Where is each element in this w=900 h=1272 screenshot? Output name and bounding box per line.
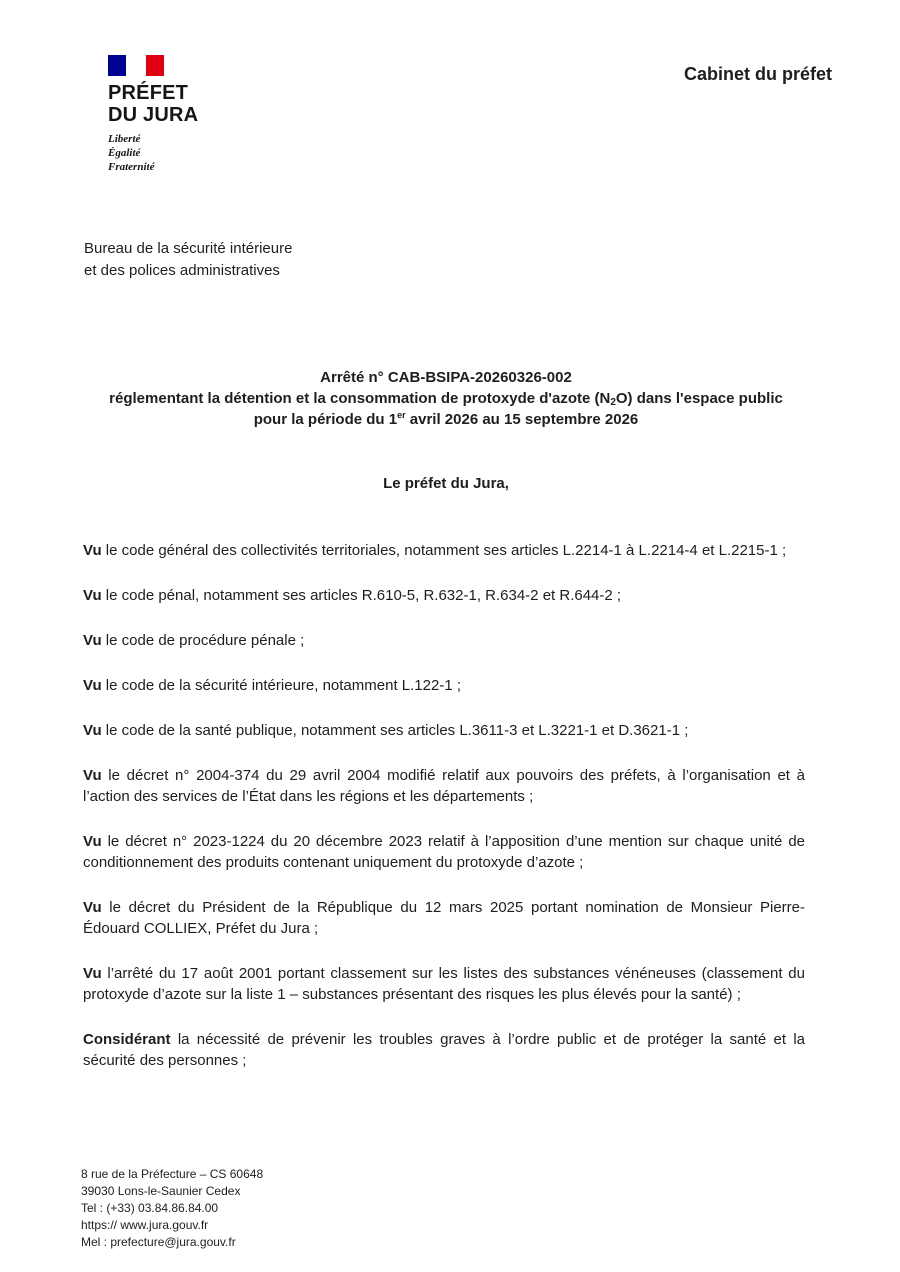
prefecture-logo — [108, 55, 248, 174]
prefet-heading: Le préfet du Jura, — [383, 475, 509, 492]
logo-line-1: PRÉFET — [108, 82, 189, 104]
bureau-line-1: Bureau de la sécurité intérieure — [84, 240, 293, 257]
clause-item: Vu le décret du Président de la République du 12 mars 2025 portant nomination de Monsieur Pierre-Édouard COLLIEX, Préfet du Jura ; — [83, 899, 805, 937]
bureau-line-2: et des polices administratives — [84, 262, 280, 279]
motto-liberte: Liberté — [108, 133, 141, 145]
clause-item: Vu le code de la sécurité intérieure, notamment L.122-1 ; — [83, 677, 461, 694]
clause-item: Vu le décret n° 2004-374 du 29 avril 2004 modifié relatif aux pouvoirs des préfets, à l’organisation et à l’action des services de l’État dans les régions et les départements ; — [83, 767, 805, 805]
footer-phone: Tel : (+33) 03.84.86.84.00 — [81, 1201, 219, 1215]
republic-motto — [108, 132, 248, 174]
footer-address-2: 39030 Lons-le-Saunier Cedex — [81, 1184, 241, 1198]
office-heading: Cabinet du préfet — [683, 64, 832, 84]
footer-website: https:// www.jura.gouv.fr — [81, 1218, 209, 1232]
clause-item: Vu le code de la santé publique, notamment ses articles L.3611-3 et L.3221-1 et D.3621-1 ; — [83, 722, 689, 739]
motto-fraternite: Fraternité — [108, 161, 155, 173]
decree-period: pour la période du 1er avril 2026 au 15 septembre 2026 — [253, 410, 639, 428]
footer-address-1: 8 rue de la Préfecture – CS 60648 — [81, 1167, 264, 1181]
clauses-list — [83, 540, 805, 1071]
logo-title — [108, 82, 248, 126]
decree-number: Arrêté n° CAB-BSIPA-20260326-002 — [320, 369, 572, 386]
footer-email: Mel : prefecture@jura.gouv.fr — [81, 1235, 236, 1249]
clause-item: Vu le code pénal, notamment ses articles R.610-5, R.632-1, R.634-2 et R.644-2 ; — [83, 587, 622, 604]
clause-item: Vu le code général des collectivités territoriales, notamment ses articles L.2214-1 à L.2214-4 et L.2215-1 ; — [83, 542, 787, 559]
decree-title — [70, 367, 822, 430]
decree-subject: réglementant la détention et la consommation de protoxyde d'azote $(N_2O)$ dans l'espace public — [109, 390, 783, 408]
marianne-flag-icon — [108, 55, 164, 76]
bureau-label — [84, 238, 292, 282]
clause-item: Vu l’arrêté du 17 août 2001 portant classement sur les listes des substances vénéneuses (classement du protoxyde d’azote sur la liste 1 – substances présentant des risques les plus élevés pour la santé) ; — [83, 965, 805, 1003]
footer-contact — [81, 1166, 263, 1251]
clause-item: Vu le décret n° 2023-1224 du 20 décembre 2023 relatif à l’apposition d’une mention sur chaque unité de conditionnement des produits contenant uniquement du protoxyde d’azote ; — [83, 833, 805, 871]
clause-item: Vu le code de procédure pénale ; — [83, 632, 305, 649]
motto-egalite: Égalité — [108, 147, 141, 159]
clause-item: Considérant la nécessité de prévenir les troubles graves à l’ordre public et de protéger la santé et la sécurité des personnes ; — [83, 1031, 805, 1069]
logo-line-2: DU JURA — [108, 104, 199, 126]
